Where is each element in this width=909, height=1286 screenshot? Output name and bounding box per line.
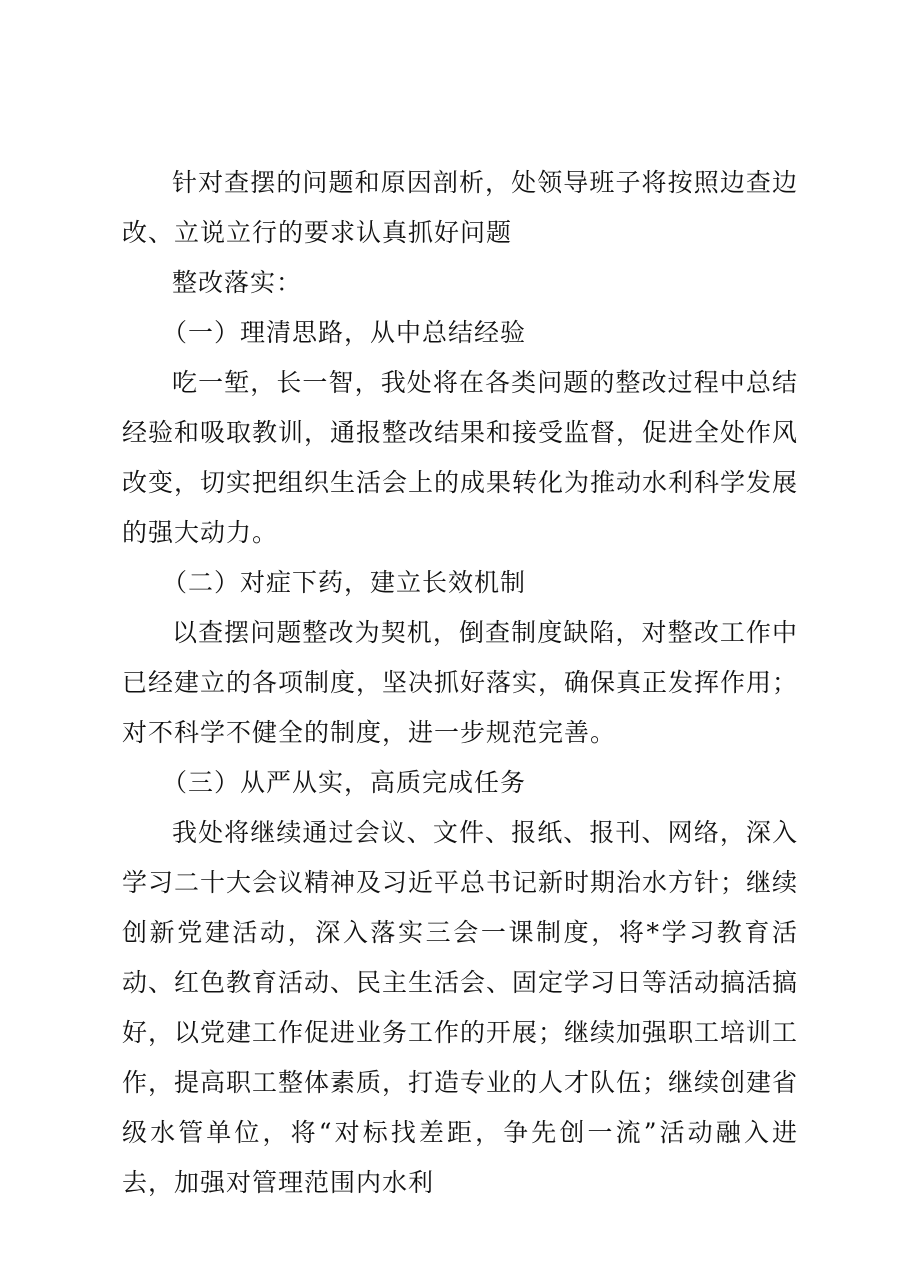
document-body xyxy=(122,158,798,1208)
body-paragraph: 整改落实： xyxy=(172,268,303,297)
section-heading: （二）对症下药，建立长效机制 xyxy=(162,568,527,597)
section-heading: （三）从严从实，高质完成任务 xyxy=(162,768,527,797)
body-paragraph: 我处将继续通过会议、文件、报纸、报刊、网络，深入学习二十大会议精神及习近平总书记新时期治水方针；继续创新党建活动，深入落实三会一课制度，将*学习教育活动、红色教育活动、民主生活会、固定学习日等活动搞活搞好，以党建工作促进业务工作的开展；继续加强职工培训工作，提高职工整体素质，打造专业的人才队伍；继续创建省级水管单位，将“对标找差距，争先创一流”活动融入进去，加强对管理范围内水利 xyxy=(122,818,799,1197)
body-paragraph: 以查摆问题整改为契机，倒查制度缺陷，对整改工作中已经建立的各项制度，坚决抓好落实，确保真正发挥作用；对不科学不健全的制度，进一步规范完善。 xyxy=(122,618,799,747)
body-paragraph: 针对查摆的问题和原因剖析，处领导班子将按照边查边改、立说立行的要求认真抓好问题 xyxy=(122,168,798,247)
section-heading: （一）理清思路，从中总结经验 xyxy=(162,318,527,347)
body-paragraph: 吃一堑，长一智，我处将在各类问题的整改过程中总结经验和吸取教训，通报整改结果和接受监督，促进全处作风改变，切实把组织生活会上的成果转化为推动水利科学发展的强大动力。 xyxy=(122,368,799,547)
